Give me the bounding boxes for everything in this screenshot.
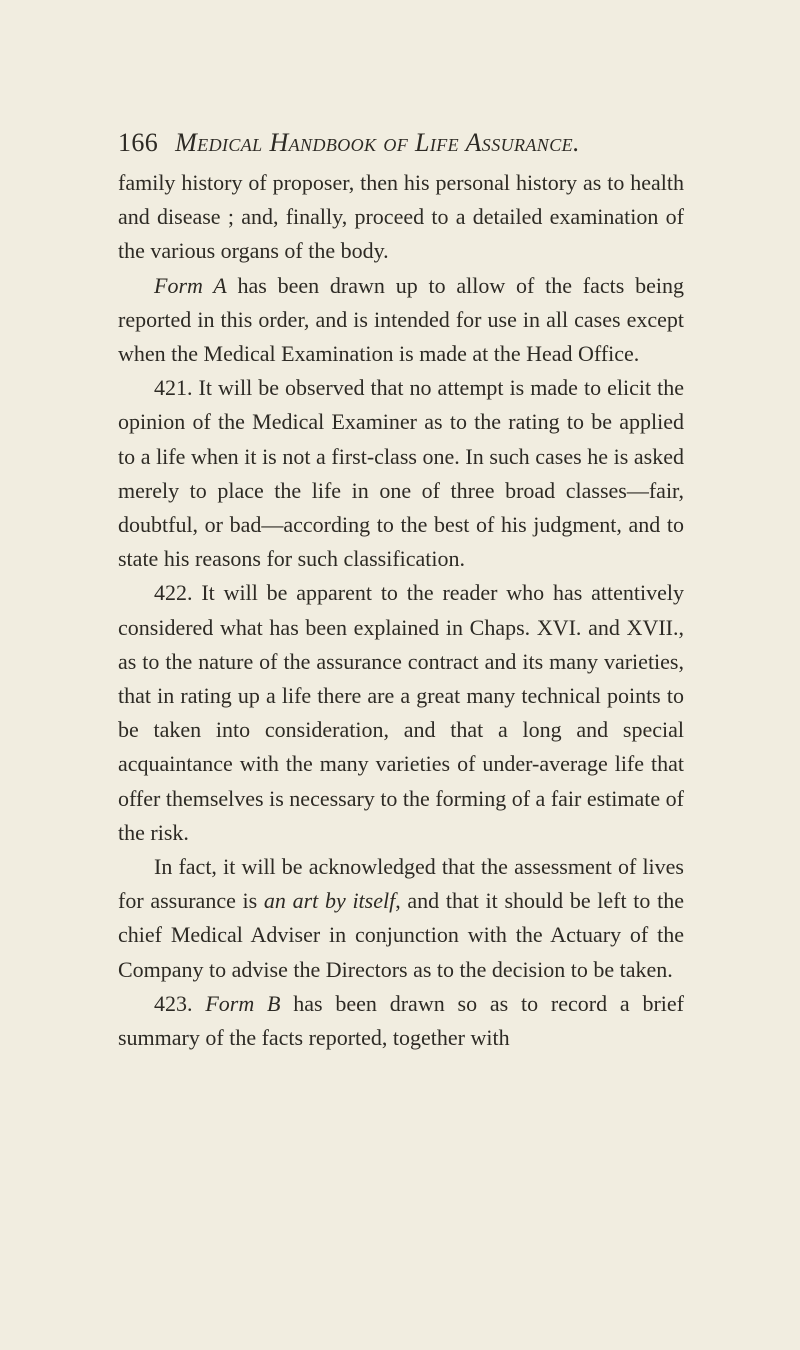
italic-an-art-by-itself: an art by itself xyxy=(263,888,396,914)
body-text xyxy=(118,166,684,1055)
paragraph-423 xyxy=(118,987,684,1055)
paragraph-in-fact xyxy=(118,850,684,987)
text-segment: has been drawn so as to record a brief summary of the facts reported, together with xyxy=(118,990,685,1051)
text-segment: family history of proposer, then his personal history as to health and disease ; and, finally, proceed to a detailed examination of the various organs of the body. xyxy=(118,170,684,264)
italic-form-b: Form B xyxy=(205,990,281,1016)
text-segment: , and that it should be left to the chief Medical Adviser in conjunction with the Actuary of the Company to advise the Directors as to the decision to be taken. xyxy=(118,888,684,982)
text-segment: 421. It will be observed that no attempt is made to elicit the opinion of the Medical Examiner as to the rating to be applied to a life when it is not a first-class one. In such cases he is asked merely to place the life in one of three broad classes—fair, doubtful, or bad—according to the best of his judgment, and to state his reasons for such classification. xyxy=(118,375,684,572)
running-title: Medical Handbook of Life Assurance. xyxy=(175,128,580,157)
text-segment: In fact, it will be acknowledged that the assessment of lives for assurance is xyxy=(118,854,684,914)
paragraph-421 xyxy=(118,371,684,576)
paragraph-form-a xyxy=(118,269,684,372)
paragraph-continuation xyxy=(118,166,684,269)
running-header xyxy=(118,128,718,158)
italic-form-a: Form A xyxy=(154,272,227,298)
text-segment: 423. xyxy=(154,990,206,1016)
text-segment: has been drawn up to allow of the facts being reported in this order, and is intended for use in all cases except when the Medical Examination is made at the Head Office. xyxy=(118,272,684,367)
text-segment: 422. It will be apparent to the reader who has attentively considered what has been explained in Chaps. XVI. and XVII., as to the nature of the assurance contract and its many varieties, that in rating up a life there are a great many technical points to be taken into consideration, and that a long and special acquaintance with the many varieties of under-average life that offer themselves is necessary to the forming of a fair estimate of the risk. xyxy=(118,580,684,845)
paragraph-422 xyxy=(118,576,684,850)
page-number: 166 xyxy=(118,128,159,157)
